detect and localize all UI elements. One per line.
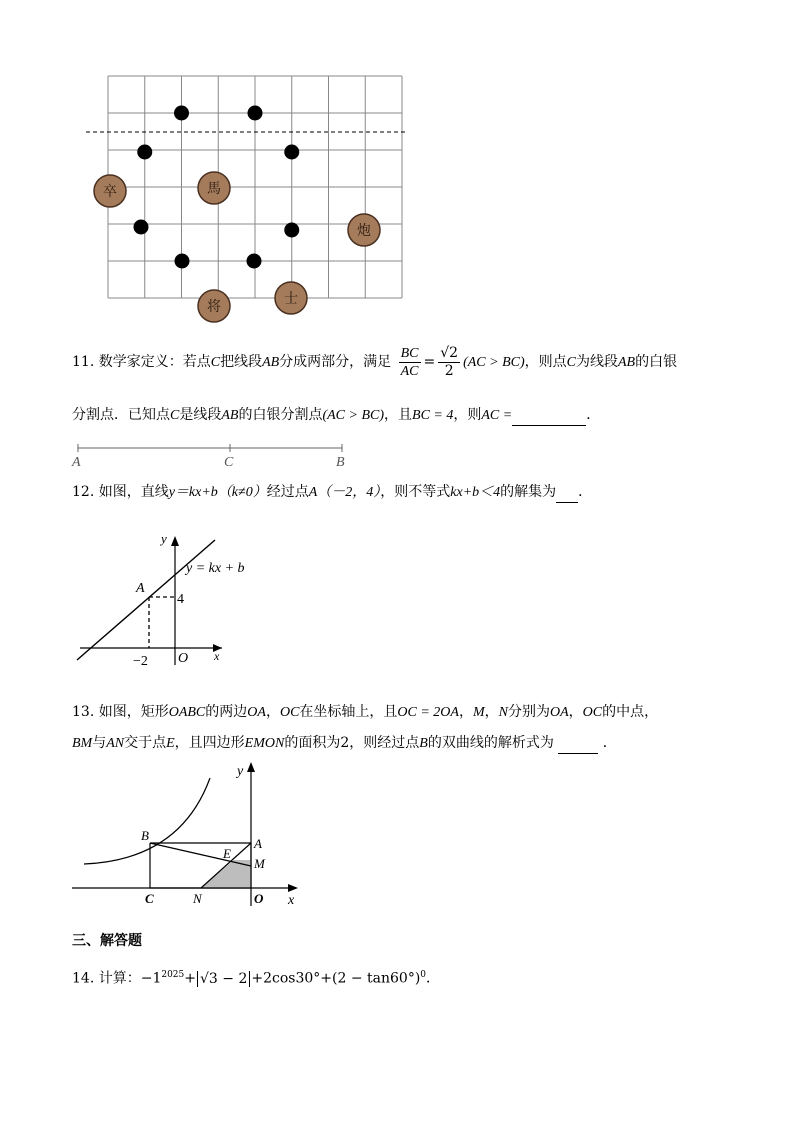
piece-pao xyxy=(348,214,380,246)
svg-text:卒: 卒 xyxy=(103,185,117,200)
piece-shi xyxy=(275,282,307,314)
svg-text:B: B xyxy=(336,455,345,470)
q13-line1: 13. 如图，矩形OABC的两边OA，OC在坐标轴上，且OC = 2OA，M，N分别为OA，OC的中点， xyxy=(72,704,659,720)
answer-blank[interactable] xyxy=(556,482,578,503)
q12-graph xyxy=(70,525,270,673)
segment-figure xyxy=(70,440,360,470)
svg-text:E: E xyxy=(223,846,231,861)
svg-text:A: A xyxy=(136,581,145,596)
black-dot xyxy=(174,106,189,121)
svg-text:N: N xyxy=(193,891,202,906)
svg-text:馬: 馬 xyxy=(207,182,221,197)
svg-text:O: O xyxy=(178,651,189,666)
svg-text:y: y xyxy=(237,764,244,779)
hyperbola xyxy=(84,778,210,864)
line-y-kx-b xyxy=(77,540,215,660)
svg-text:y = kx + b: y = kx + b xyxy=(186,561,245,576)
q13-graph xyxy=(66,757,316,909)
q11-line1: 11. 数学家定义：若点C把线段AB分成两部分，满足 $\frac{BC}{AC}$ = $\frac{√2}{2}$ (AC > BC)，则点C为线段AB的白银 xyxy=(72,344,678,379)
answer-blank[interactable] xyxy=(558,733,598,754)
svg-text:x: x xyxy=(288,893,295,908)
svg-text:将: 将 xyxy=(207,300,221,315)
section-title: 三、解答题 xyxy=(72,933,142,949)
svg-text:M: M xyxy=(254,856,265,871)
svg-text:C: C xyxy=(145,891,154,906)
black-dot xyxy=(134,220,149,235)
black-dot xyxy=(247,254,262,269)
q14-text: 14. 计算：$-1^{2025}+ √3 - 2 +2\cos 30^\circ+(2 - \tan 60^\circ)^0$． xyxy=(72,970,441,987)
fraction-sqrt2-2: $\frac{√2}{2}$ xyxy=(440,344,459,379)
q12-text: 12. 如图，直线y＝kx+b（k≠0）经过点A（－2，4），则不等式kx+b＜4的解集为 ． xyxy=(72,482,592,503)
svg-text:4: 4 xyxy=(177,592,184,607)
svg-text:B: B xyxy=(141,828,149,843)
svg-text:炮: 炮 xyxy=(357,224,371,239)
svg-text:A: A xyxy=(254,836,262,851)
svg-text:A: A xyxy=(72,455,81,470)
black-dot xyxy=(284,145,299,160)
y-axis-arrow xyxy=(171,536,179,546)
piece-ma xyxy=(198,172,230,204)
black-dot xyxy=(175,254,190,269)
x-axis-arrow xyxy=(288,884,298,892)
q13-line2: BM与AN交于点E，且四边形EMON的面积为2，则经过点B的双曲线的解析式为 ． xyxy=(72,733,617,754)
svg-text:−2: −2 xyxy=(133,654,148,669)
fraction-bc-ac: $\frac{BC}{AC}$ xyxy=(400,345,419,379)
chess-board-figure xyxy=(80,70,420,330)
answer-blank[interactable] xyxy=(512,405,586,426)
svg-text:x: x xyxy=(214,649,220,663)
piece-jiang xyxy=(198,290,230,322)
svg-text:C: C xyxy=(224,455,234,470)
svg-text:O: O xyxy=(254,891,264,906)
black-dot xyxy=(284,223,299,238)
piece-zu xyxy=(94,175,126,207)
black-dot xyxy=(137,145,152,160)
y-axis-arrow xyxy=(247,762,255,772)
segment-bm xyxy=(150,843,251,866)
q11-line2: 分割点．已知点C是线段AB的白银分割点(AC > BC)，且BC = 4，则AC = ． xyxy=(72,405,600,426)
svg-text:士: 士 xyxy=(284,292,298,307)
svg-text:y: y xyxy=(161,531,167,546)
black-dot xyxy=(248,106,263,121)
